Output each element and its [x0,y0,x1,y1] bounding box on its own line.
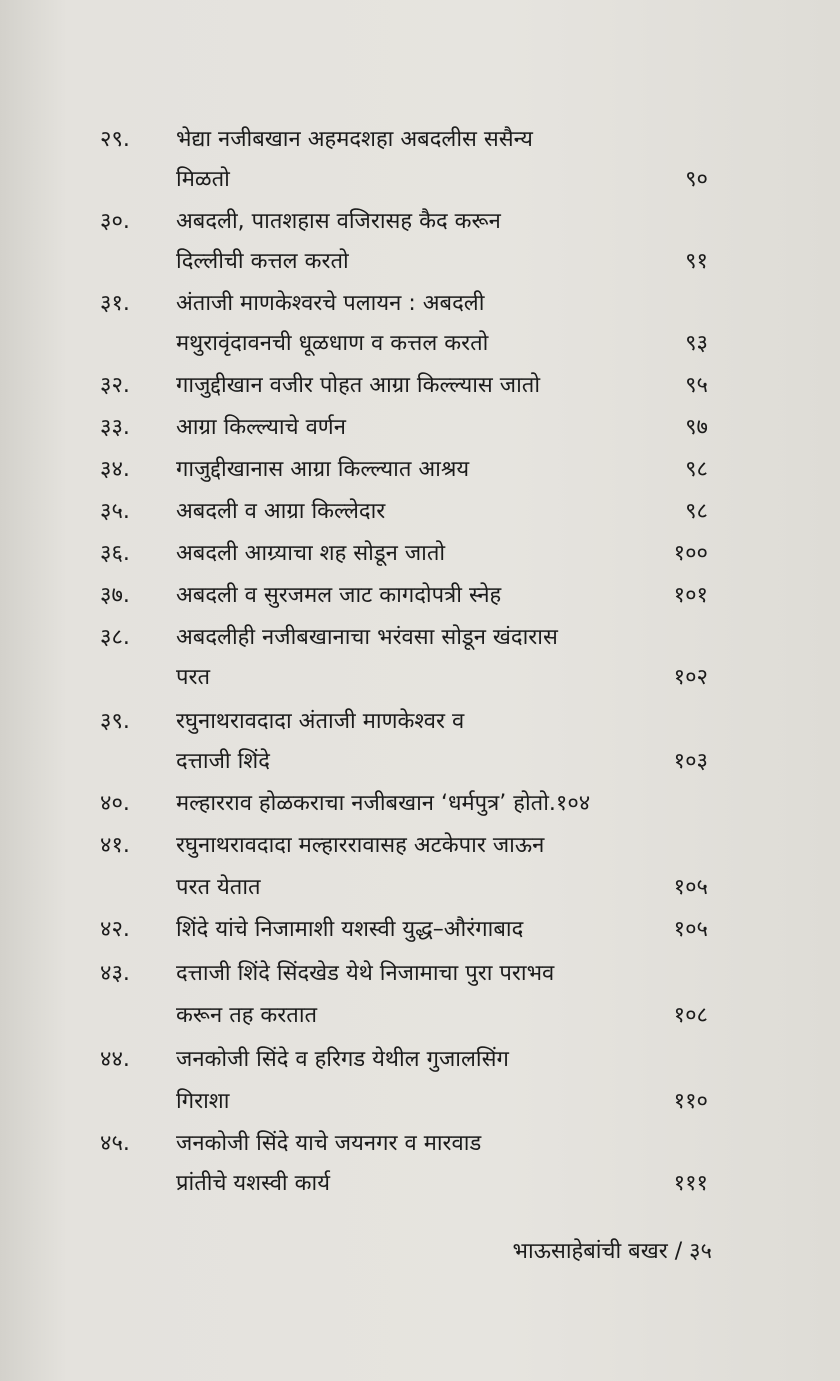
entry-page: ९५ [685,373,708,398]
entry-page: ९७ [685,415,708,440]
entry-title-line: अंताजी माणकेश्वरचे पलायन : अबदली [176,291,485,316]
entry-page: १०१ [673,583,708,608]
entry-number: ४०. [100,791,130,816]
entry-number: ३९. [100,709,130,734]
entry-title-line: भेद्या नजीबखान अहमदशहा अबदलीस ससैन्य [176,127,533,152]
entry-number: ३४. [100,457,130,482]
entry-title-line: जनकोजी सिंदे याचे जयनगर व मारवाड [176,1131,482,1156]
entry-page: ९८ [685,499,708,524]
entry-page: ९१ [685,249,708,274]
entry-number: ४४. [100,1047,130,1072]
entry-page: १०२ [673,665,708,690]
entry-title-line: दत्ताजी शिंदे [176,749,270,774]
entry-number: ४१. [100,833,130,858]
entry-title-line: परत [176,665,211,690]
entry-title-line: रघुनाथरावदादा अंताजी माणकेश्वर व [176,709,465,734]
entry-title-line: आग्रा किल्ल्याचे वर्णन [176,415,346,440]
entry-number: २९. [100,127,130,152]
entry-number: ३५. [100,499,130,524]
entry-page: १०० [673,541,708,566]
entry-number: ३१. [100,291,130,316]
page-footer: भाऊसाहेबांची बखर / ३५ [512,1239,712,1264]
entry-page: १०५ [673,917,708,942]
entry-number: ३८. [100,625,130,650]
entry-title-line: परत येतात [176,875,261,900]
entry-title-line: अबदली आग्र्याचा शह सोडून जातो [176,541,446,566]
entry-title-line: शिंदे यांचे निजामाशी यशस्वी युद्ध–औरंगाबाद [176,917,524,942]
entry-title-line: करून तह करतात [176,1003,318,1028]
entry-number: ३०. [100,209,130,234]
entry-title-line: मथुरावृंदावनची धूळधाण व कत्तल करतो [176,331,489,356]
entry-title-line: गाजुद्दीखानास आग्रा किल्ल्यात आश्रय [176,457,470,482]
entry-title-line: दिल्लीची कत्तल करतो [176,249,349,274]
entry-number: ४२. [100,917,130,942]
entry-title-line: मल्हारराव होळकराचा नजीबखान ‘धर्मपुत्र’ होतो.१०४ [176,791,591,816]
entry-title-line: प्रांतीचे यशस्वी कार्य [176,1171,330,1196]
entry-page: १०८ [673,1003,708,1028]
entry-title-line: अबदली, पातशहास वजिरासह कैद करून [176,209,501,234]
entry-number: ३२. [100,373,130,398]
entry-page: १११ [673,1171,708,1196]
entry-number: ४३. [100,961,130,986]
entry-page: १०५ [673,875,708,900]
entry-title-line: अबदलीही नजीबखानाचा भरंवसा सोडून खंदारास [176,625,558,650]
entry-page: ९० [685,167,708,192]
entry-title-line: मिळतो [176,167,230,192]
entry-number: ४५. [100,1131,130,1156]
entry-title-line: रघुनाथरावदादा मल्हाररावासह अटकेपार जाऊन [176,833,545,858]
entry-title-line: दत्ताजी शिंदे सिंदखेड येथे निजामाचा पुरा पराभव [176,961,555,986]
entry-page: ९८ [685,457,708,482]
entry-number: ३३. [100,415,130,440]
entry-page: १०३ [673,749,708,774]
entry-title-line: अबदली व आग्रा किल्लेदार [176,499,386,524]
entry-title-line: जनकोजी सिंदे व हरिगड येथील गुजालसिंग [176,1047,509,1072]
entry-page: ११० [673,1089,708,1114]
entry-number: ३६. [100,541,130,566]
entry-number: ३७. [100,583,130,608]
entry-title-line: अबदली व सुरजमल जाट कागदोपत्री स्नेह [176,583,502,608]
entry-page: ९३ [685,331,708,356]
entry-title-line: गाजुद्दीखान वजीर पोहत आग्रा किल्ल्यास जातो [176,373,541,398]
entry-title-line: गिराशा [176,1089,230,1114]
